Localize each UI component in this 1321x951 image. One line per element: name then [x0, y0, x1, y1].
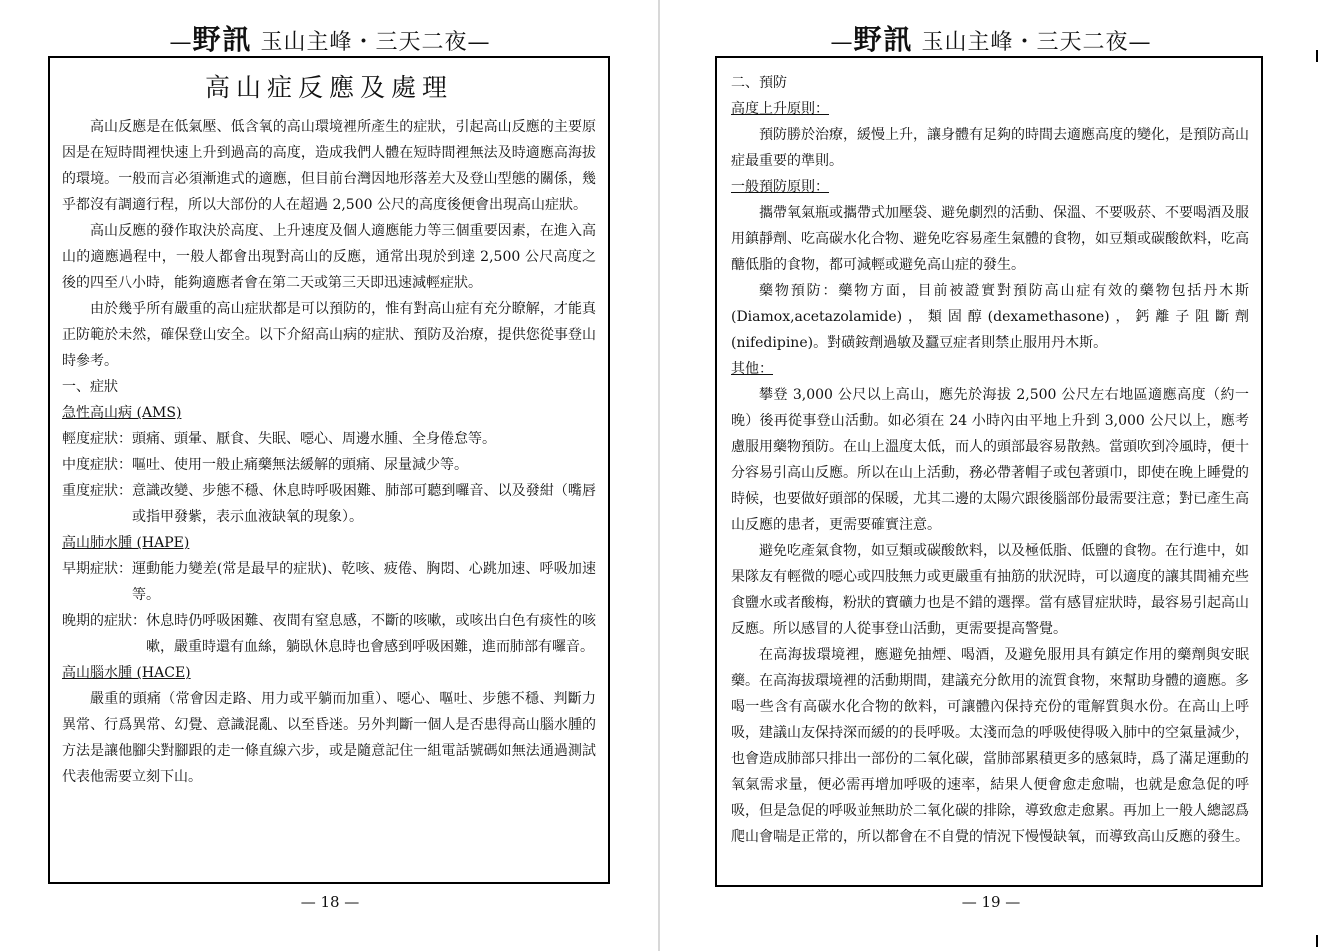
ams-moderate	[62, 452, 596, 478]
hape-early-label: 早期症狀：	[62, 561, 132, 577]
ascent-principle-title: 高度上升原則：	[731, 101, 829, 117]
article-title: 高山症反應及處理	[204, 73, 453, 102]
ams-mild	[62, 426, 596, 452]
right-page	[661, 0, 1321, 951]
intro-paragraph-3: 由於幾乎所有嚴重的高山症狀都是可以預防的，惟有對高山症有充分瞭解，才能真正防範於未然，確保登山安全。以下介紹高山病的症狀、預防及治療，提供您從事登山時參考。	[62, 301, 596, 369]
edge-mark	[1316, 50, 1318, 62]
header-subtitle: 玉山主峰・三天二夜	[921, 30, 1129, 55]
left-running-header: —野訊 玉山主峰・三天二夜—	[169, 23, 491, 56]
intro-paragraph-1: 高山反應是在低氣壓、低含氧的高山環境裡所產生的症狀，引起高山反應的主要原因是在短時間裡快速上升到過高的高度，造成我們人體在短時間裡無法及時適應高海拔的環境。一般而言必須漸進式的適應，但目前台灣因地形落差大及登山型態的關係，幾乎都沒有調適行程，所以大部份的人在超過 2,500 公尺的高度後便會出現高山症狀。	[62, 119, 596, 213]
ascent-principle-text: 預防勝於治療，緩慢上升，讓身體有足夠的時間去適應高度的變化，是預防高山症最重要的準則。	[731, 127, 1249, 169]
ams-mild-label: 輕度症狀：	[62, 431, 132, 447]
ams-moderate-label: 中度症狀：	[62, 457, 132, 473]
page-number-left: — 18 —	[300, 893, 360, 911]
left-content-box	[48, 56, 610, 884]
drug-prevention-text: 藥物預防：藥物方面，目前被證實對預防高山症有效的藥物包括丹木斯(Diamox,acetazolamide)，類固醇(dexamethasone)，鈣離子阻斷劑(nifedipine)。對磺銨劑過敏及蠶豆症者則禁止服用丹木斯。	[731, 283, 1249, 351]
ams-severe-label: 重度症狀：	[62, 483, 132, 499]
edge-mark	[1316, 935, 1318, 947]
hape-late-label: 晚期的症狀：	[62, 613, 146, 629]
ams-severe	[62, 478, 596, 530]
page-number-right: — 19 —	[961, 893, 1021, 911]
ams-mild-text: 頭痛、頭暈、厭食、失眠、噁心、周邊水腫、全身倦怠等。	[132, 431, 496, 447]
right-content-box	[715, 56, 1263, 887]
hape-title: 高山肺水腫 (HAPE)	[62, 535, 190, 551]
general-principle-title: 一般預防原則：	[731, 179, 829, 195]
other-paragraph-3: 在高海拔環境裡，應避免抽煙、喝酒，及避免服用具有鎮定作用的藥劑與安眠藥。在高海拔環境裡的活動期間，建議充分飲用的流質食物，來幫助身體的適應。多喝一些含有高碳水化合物的飲料，可讓體內保持充份的電解質與水份。在高山上呼吸，建議山友保持深而緩的的長呼吸。太淺而急的呼吸使得吸入肺中的空氣量減少，也會造成肺部只排出一部份的二氧化碳，當肺部累積更多的感氣時，爲了滿足運動的氧氣需求量，便必需再增加呼吸的速率，結果人便會愈走愈喘，也就是愈急促的呼吸，但是急促的呼吸並無助於二氧化碳的排除，導致愈走愈累。再加上一般人總認爲爬山會喘是正常的，所以都會在不自覺的情況下慢慢缺氧，而導致高山反應的發生。	[731, 647, 1249, 845]
general-principle-text: 攜帶氧氣瓶或攜帶式加壓袋、避免劇烈的活動、保溫、不要吸菸、不要喝酒及服用鎮靜劑、吃高碳水化合物、避免吃容易產生氣體的食物，如豆類或碳酸飲料，吃高醣低脂的食物，都可減輕或避免高山症的發生。	[731, 205, 1249, 273]
hace-text: 嚴重的頭痛（常會因走路、用力或平躺而加重）、噁心、嘔吐、步態不穩、判斷力異常、行爲異常、幻覺、意識混亂、以至昏迷。另外判斷一個人是否患得高山腦水腫的方法是讓他腳尖對腳跟的走一條直線六步，或是隨意記住一組電話號碼如無法通過測試代表他需要立刻下山。	[62, 691, 596, 785]
hape-early	[62, 556, 596, 608]
brand-logo: 野訊	[853, 23, 914, 56]
ams-title: 急性高山病 (AMS)	[62, 405, 182, 421]
hace-title: 高山腦水腫 (HACE)	[62, 665, 191, 681]
ams-moderate-text: 嘔吐、使用一般止痛藥無法緩解的頭痛、尿量減少等。	[132, 457, 468, 473]
section-heading-symptoms: 一、症狀	[62, 379, 118, 395]
intro-paragraph-2: 高山反應的發作取決於高度、上升速度及個人適應能力等三個重要因素，在進入高山的適應過程中，一般人都會出現對高山的反應，通常出現於到達 2,500 公尺高度之後的四至八小時，能夠適應者會在第二天或第三天即迅速減輕症狀。	[62, 223, 596, 291]
other-paragraph-2: 避免吃產氣食物，如豆類或碳酸飲料，以及極低脂、低鹽的食物。在行進中，如果隊友有輕微的噁心或四肢無力或更嚴重有抽筋的狀況時，可以適度的讓其間補充些食鹽水或者酸梅，粉狀的寶礦力也是不錯的選擇。當有感冒症狀時，最容易引起高山反應。所以感冒的人從事登山活動，更需要提高警覺。	[731, 543, 1249, 637]
left-page	[0, 0, 660, 951]
hape-late	[62, 608, 596, 660]
brand-logo: 野訊	[192, 23, 253, 56]
other-paragraph-1: 攀登 3,000 公尺以上高山，應先於海拔 2,500 公尺左右地區適應高度（約一晚）後再從事登山活動。如必須在 24 小時內由平地上升到 3,000 公尺以上，應考慮服用藥物預防。在山上溫度太低，而人的頭部最容易散熱。當頭吹到冷風時，便十分容易引高山反應。所以在山上活動，務必帶著帽子或包著頭巾，即使在晚上睡覺的時候，也要做好頭部的保暖，尤其二邊的太陽穴跟後腦部份最需要注意；對已產生高山反應的患者，更需要確實注意。	[731, 387, 1249, 533]
header-subtitle: 玉山主峰・三天二夜	[260, 30, 468, 55]
hape-late-text: 休息時仍呼吸困難、夜間有窒息感，不斷的咳嗽，或咳出白色有痰性的咳嗽，嚴重時還有血絲，躺臥休息時也會感到呼吸困難，進而肺部有囉音。	[146, 613, 596, 655]
section-heading-prevention: 二、預防	[731, 75, 787, 91]
other-title: 其他：	[731, 361, 773, 377]
ams-severe-text: 意識改變、步態不穩、休息時呼吸困難、肺部可聽到囉音、以及發紺（嘴唇或指甲發紫，表示血液缺氧的現象）。	[132, 483, 596, 525]
right-running-header: —野訊 玉山主峰・三天二夜—	[830, 23, 1152, 56]
hape-early-text: 運動能力變差(常是最早的症狀)、乾咳、疲倦、胸悶、心跳加速、呼吸加速等。	[132, 561, 596, 603]
